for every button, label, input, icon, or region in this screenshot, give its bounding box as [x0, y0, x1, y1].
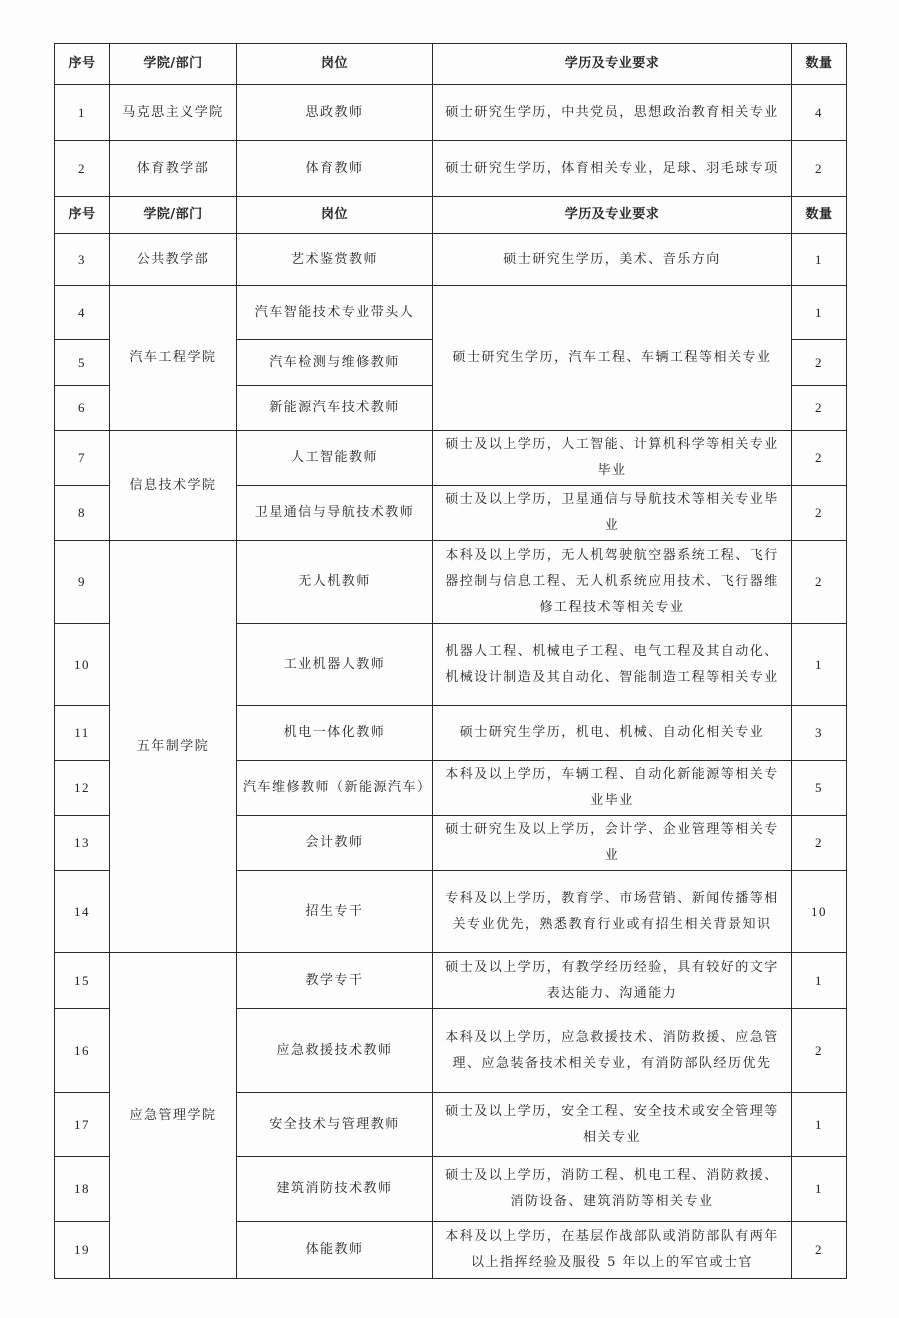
- row-quantity: 10: [792, 871, 847, 953]
- row-quantity: 4: [792, 85, 847, 141]
- row-requirements: 硕士研究生学历，美术、音乐方向: [433, 234, 792, 286]
- row-dept: 体育教学部: [110, 141, 237, 197]
- row-position: 新能源汽车技术教师: [237, 386, 433, 431]
- row-requirements: 机器人工程、机械电子工程、电气工程及其自动化、机械设计制造及其自动化、智能制造工程等相关专业: [433, 624, 792, 706]
- row-requirements: 硕士研究生学历，中共党员，思想政治教育相关专业: [433, 85, 792, 141]
- table-row: [55, 431, 847, 486]
- row-dept: 信息技术学院: [110, 431, 237, 541]
- row-no: 5: [55, 340, 110, 386]
- row-no: 13: [55, 816, 110, 871]
- row-no: 7: [55, 431, 110, 486]
- row-position: 汽车智能技术专业带头人: [237, 286, 433, 340]
- row-requirements: 本科及以上学历，在基层作战部队或消防部队有两年以上指挥经验及服役 5 年以上的军官或士官: [433, 1222, 792, 1279]
- row-no: 18: [55, 1157, 110, 1222]
- row-no: 2: [55, 141, 110, 197]
- row-no: 15: [55, 953, 110, 1009]
- row-dept: 五年制学院: [110, 541, 237, 953]
- row-no: 11: [55, 706, 110, 761]
- row-quantity: 2: [792, 141, 847, 197]
- header-position: 岗位: [237, 44, 433, 85]
- row-no: 16: [55, 1009, 110, 1093]
- row-no: 19: [55, 1222, 110, 1279]
- header-no: 序号: [55, 197, 110, 234]
- row-position: 艺术鉴赏教师: [237, 234, 433, 286]
- header-requirements: 学历及专业要求: [433, 44, 792, 85]
- row-requirements: 硕士及以上学历，有教学经历经验，具有较好的文字表达能力、沟通能力: [433, 953, 792, 1009]
- row-quantity: 2: [792, 386, 847, 431]
- table-header-row: [55, 44, 847, 85]
- row-position: 机电一体化教师: [237, 706, 433, 761]
- row-requirements: 本科及以上学历，车辆工程、自动化新能源等相关专业毕业: [433, 761, 792, 816]
- row-quantity: 2: [792, 486, 847, 541]
- row-quantity: 1: [792, 624, 847, 706]
- row-quantity: 2: [792, 431, 847, 486]
- row-requirements: 硕士及以上学历，卫星通信与导航技术等相关专业毕业: [433, 486, 792, 541]
- row-requirements: 硕士研究生及以上学历，会计学、企业管理等相关专业: [433, 816, 792, 871]
- row-quantity: 2: [792, 1222, 847, 1279]
- row-position: 人工智能教师: [237, 431, 433, 486]
- header-quantity: 数量: [792, 197, 847, 234]
- row-position: 体能教师: [237, 1222, 433, 1279]
- table-row: [55, 234, 847, 286]
- row-no: 3: [55, 234, 110, 286]
- header-dept: 学院/部门: [110, 197, 237, 234]
- row-requirements: 硕士研究生学历，汽车工程、车辆工程等相关专业: [433, 286, 792, 431]
- row-requirements: 硕士研究生学历，体育相关专业，足球、羽毛球专项: [433, 141, 792, 197]
- header-quantity: 数量: [792, 44, 847, 85]
- row-position: 应急救援技术教师: [237, 1009, 433, 1093]
- row-no: 12: [55, 761, 110, 816]
- table-row: [55, 286, 847, 340]
- row-quantity: 1: [792, 234, 847, 286]
- row-requirements: 硕士及以上学历，安全工程、安全技术或安全管理等相关专业: [433, 1093, 792, 1157]
- row-quantity: 1: [792, 1157, 847, 1222]
- row-quantity: 1: [792, 953, 847, 1009]
- row-position: 工业机器人教师: [237, 624, 433, 706]
- table-row: [55, 85, 847, 141]
- row-dept: 汽车工程学院: [110, 286, 237, 431]
- header-requirements: 学历及专业要求: [433, 197, 792, 234]
- row-dept: 马克思主义学院: [110, 85, 237, 141]
- row-requirements: 本科及以上学历，无人机驾驶航空器系统工程、飞行器控制与信息工程、无人机系统应用技术、飞行器维修工程技术等相关专业: [433, 541, 792, 624]
- row-position: 招生专干: [237, 871, 433, 953]
- row-no: 8: [55, 486, 110, 541]
- table-header-row-repeat: [55, 197, 847, 234]
- row-dept: 应急管理学院: [110, 953, 237, 1279]
- row-requirements: 硕士研究生学历，机电、机械、自动化相关专业: [433, 706, 792, 761]
- row-no: 4: [55, 286, 110, 340]
- row-position: 会计教师: [237, 816, 433, 871]
- header-no: 序号: [55, 44, 110, 85]
- row-quantity: 1: [792, 1093, 847, 1157]
- row-no: 6: [55, 386, 110, 431]
- table-row: [55, 141, 847, 197]
- row-quantity: 2: [792, 541, 847, 624]
- recruitment-table: [54, 43, 847, 1279]
- row-position: 思政教师: [237, 85, 433, 141]
- header-position: 岗位: [237, 197, 433, 234]
- row-position: 安全技术与管理教师: [237, 1093, 433, 1157]
- row-requirements: 硕士及以上学历，人工智能、计算机科学等相关专业毕业: [433, 431, 792, 486]
- row-position: 汽车维修教师（新能源汽车）: [237, 761, 433, 816]
- row-no: 14: [55, 871, 110, 953]
- row-dept: 公共教学部: [110, 234, 237, 286]
- row-no: 1: [55, 85, 110, 141]
- row-position: 汽车检测与维修教师: [237, 340, 433, 386]
- row-quantity: 3: [792, 706, 847, 761]
- row-quantity: 2: [792, 340, 847, 386]
- row-no: 9: [55, 541, 110, 624]
- row-position: 无人机教师: [237, 541, 433, 624]
- row-no: 17: [55, 1093, 110, 1157]
- row-quantity: 1: [792, 286, 847, 340]
- row-position: 体育教师: [237, 141, 433, 197]
- row-position: 建筑消防技术教师: [237, 1157, 433, 1222]
- row-requirements: 硕士及以上学历，消防工程、机电工程、消防救援、消防设备、建筑消防等相关专业: [433, 1157, 792, 1222]
- row-no: 10: [55, 624, 110, 706]
- row-requirements: 专科及以上学历，教育学、市场营销、新闻传播等相关专业优先，熟悉教育行业或有招生相关背景知识: [433, 871, 792, 953]
- table-row: [55, 953, 847, 1009]
- row-quantity: 5: [792, 761, 847, 816]
- row-position: 卫星通信与导航技术教师: [237, 486, 433, 541]
- row-quantity: 2: [792, 816, 847, 871]
- table-row: [55, 541, 847, 624]
- row-position: 教学专干: [237, 953, 433, 1009]
- row-quantity: 2: [792, 1009, 847, 1093]
- row-requirements: 本科及以上学历，应急救援技术、消防救援、应急管理、应急装备技术相关专业，有消防部队经历优先: [433, 1009, 792, 1093]
- header-dept: 学院/部门: [110, 44, 237, 85]
